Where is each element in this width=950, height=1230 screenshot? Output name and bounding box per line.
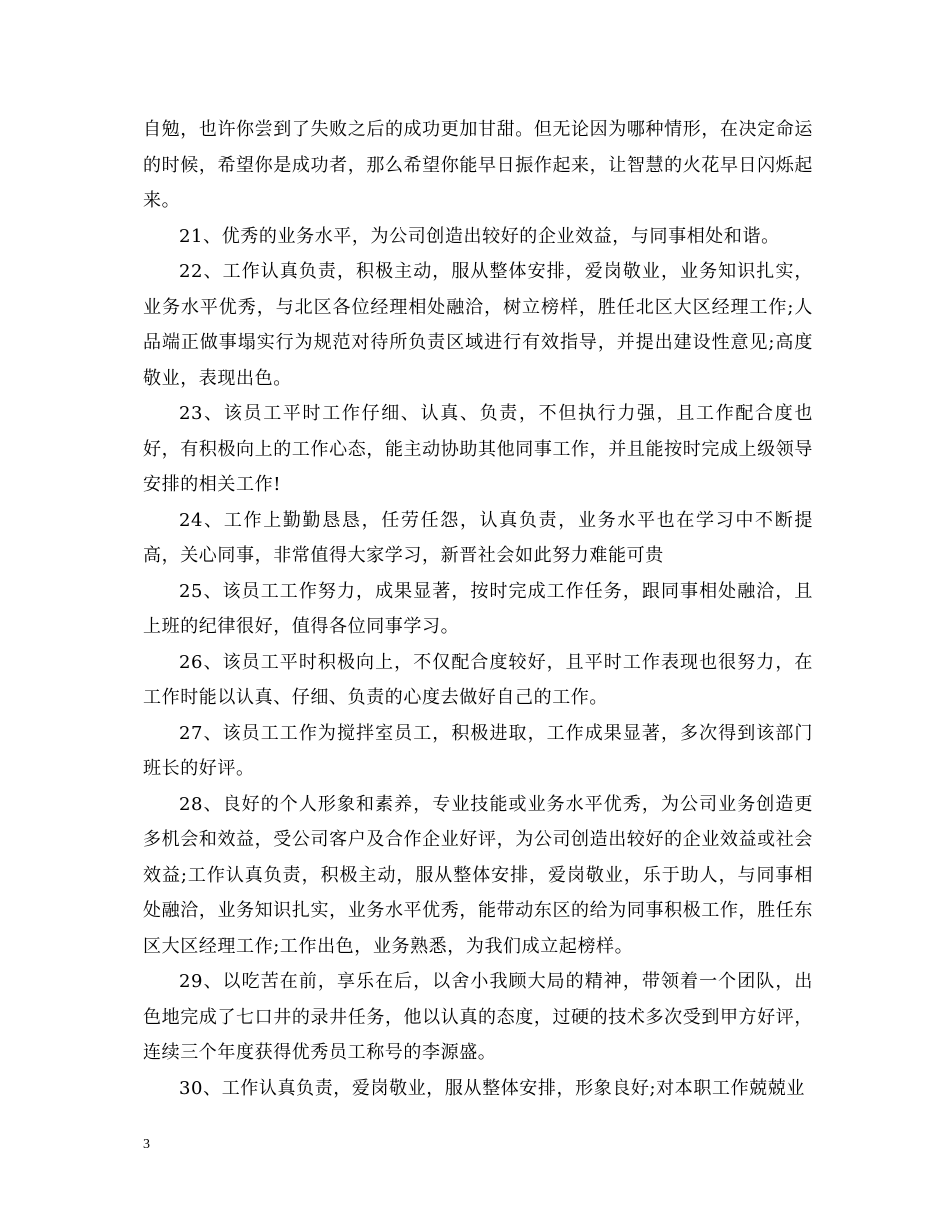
- paragraph-item-29: 29、以吃苦在前，享乐在后，以舍小我顾大局的精神，带领着一个团队，出色地完成了七口井的录井任务，他以认真的态度，过硬的技术多次受到甲方好评，连续三个年度获得优秀员工称号的李源盛。: [143, 971, 813, 1063]
- paragraph-item-26: 26、该员工平时积极向上，不仅配合度较好，且平时工作表现也很努力，在工作时能以认真、仔细、负责的心度去做好自己的工作。: [143, 651, 813, 708]
- paragraph-item-30: 30、工作认真负责，爱岗敬业，服从整体安排，形象良好;对本职工作兢兢业: [179, 1077, 805, 1099]
- paragraph-item-24: 24、工作上勤勤恳恳，任劳任怨，认真负责，业务水平也在学习中不断提高，关心同事，非常值得大家学习，新晋社会如此努力难能可贵: [143, 509, 813, 566]
- paragraph-item-21: 21、优秀的业务水平，为公司创造出较好的企业效益，与同事相处和谐。: [179, 225, 780, 247]
- page-number: 3: [143, 1137, 150, 1152]
- document-body: [143, 112, 813, 1106]
- paragraph-item-27: 27、该员工工作为搅拌室员工，积极进取，工作成果显著，多次得到该部门班长的好评。: [143, 722, 813, 779]
- paragraph-item-28: 28、良好的个人形象和素养，专业技能或业务水平优秀，为公司业务创造更多机会和效益，受公司客户及合作企业好评，为公司创造出较好的企业效益或社会效益;工作认真负责，积极主动，服从整体安排，爱岗敬业，乐于助人，与同事相处融洽，业务知识扎实，业务水平优秀，能带动东区的给为同事积极工作，胜任东区大区经理工作;工作出色，业务熟悉，为我们成立起榜样。: [143, 793, 813, 957]
- paragraph-continuation: 自勉，也许你尝到了失败之后的成功更加甘甜。但无论因为哪种情形，在决定命运的时候，希望你是成功者，那么希望你能早日振作起来，让智慧的火花早日闪烁起来。: [143, 119, 813, 211]
- paragraph-item-23: 23、该员工平时工作仔细、认真、负责，不但执行力强，且工作配合度也好，有积极向上的工作心态，能主动协助其他同事工作，并且能按时完成上级领导安排的相关工作!: [143, 403, 813, 495]
- paragraph-item-22: 22、工作认真负责，积极主动，服从整体安排，爱岗敬业，业务知识扎实，业务水平优秀，与北区各位经理相处融洽，树立榜样，胜任北区大区经理工作;人品端正做事塌实行为规范对待所负责区域进行有效指导，并提出建设性意见;高度敬业，表现出色。: [143, 261, 813, 389]
- paragraph-item-25: 25、该员工工作努力，成果显著，按时完成工作任务，跟同事相处融洽，且上班的纪律很好，值得各位同事学习。: [143, 580, 813, 637]
